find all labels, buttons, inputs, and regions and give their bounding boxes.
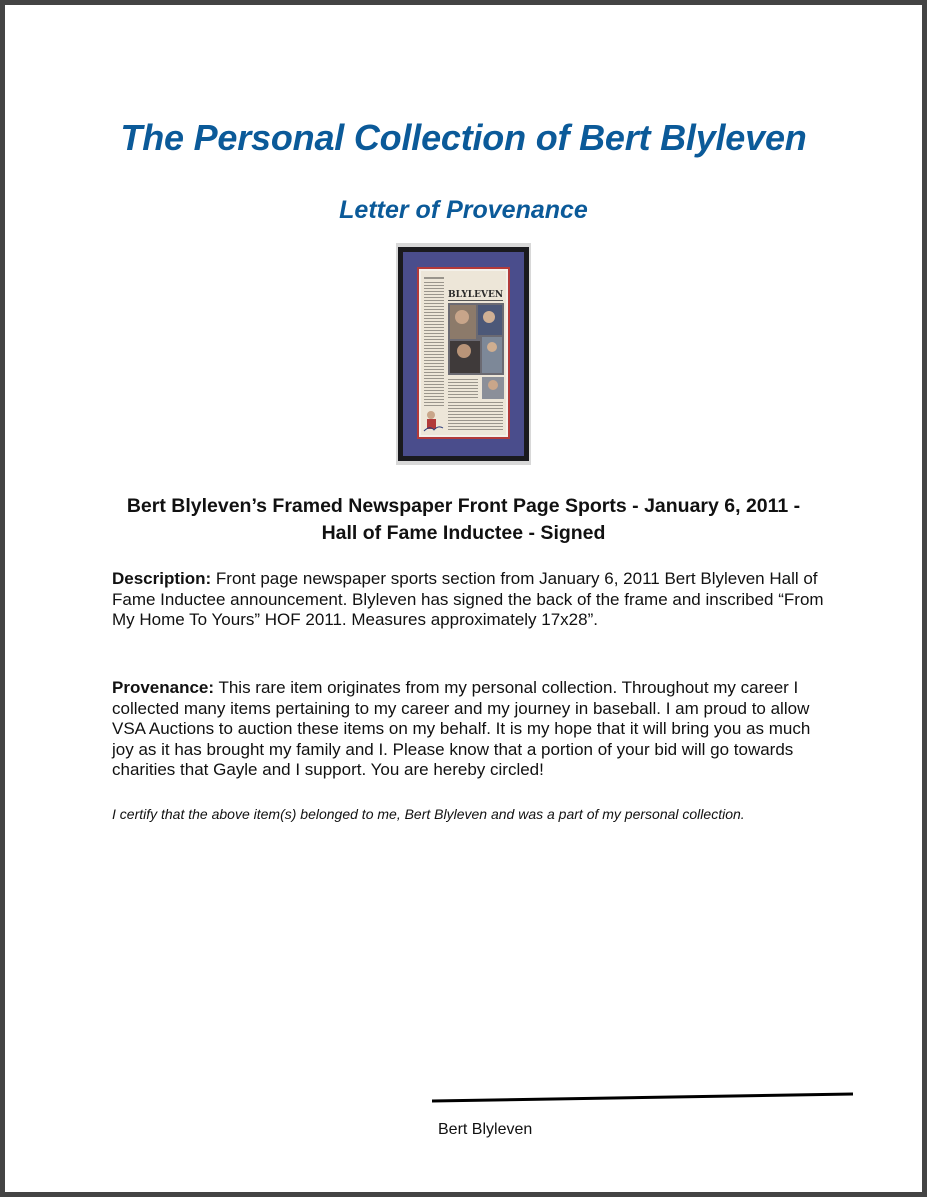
description-label: Description: <box>112 569 212 588</box>
letter-page <box>5 5 922 1192</box>
signature-name: Bert Blyleven <box>438 1121 533 1138</box>
provenance-label: Provenance: <box>112 678 215 697</box>
description-paragraph <box>112 569 832 631</box>
document-title: The Personal Collection of Bert Blyleven <box>120 117 807 158</box>
provenance-text: This rare item originates from my personal collection. Throughout my career I collected many items pertaining to my career and my journey in baseball. I am proud to allow VSA Auctions to auction these items on my behalf. It is my hope that it will bring you as much joy as it has brought my family and I. Please know that a portion of your bid will go towards charities that Gayle and I support. You are hereby circled! <box>112 678 811 780</box>
certification-statement: I certify that the above item(s) belonged to me, Bert Blyleven and was a part of my personal collection. <box>112 806 745 822</box>
description-text: Front page newspaper sports section from January 6, 2011 Bert Blyleven Hall of Fame Inductee announcement. Blyleven has signed the back of the frame and inscribed “From My Home To Yours” HOF 2011. Measures approximately 17x28”. <box>112 569 824 630</box>
provenance-paragraph <box>112 678 832 781</box>
document-subtitle: Letter of Provenance <box>339 196 588 224</box>
newspaper-masthead: BLYLEVEN <box>448 290 504 300</box>
framed-newspaper-photo <box>396 243 531 465</box>
item-title: Bert Blyleven’s Framed Newspaper Front Page Sports - January 6, 2011 - Hall of Fame Inductee - Signed <box>126 495 801 544</box>
signature-line <box>432 1091 856 1105</box>
framed-newspaper-illustration <box>396 243 531 465</box>
